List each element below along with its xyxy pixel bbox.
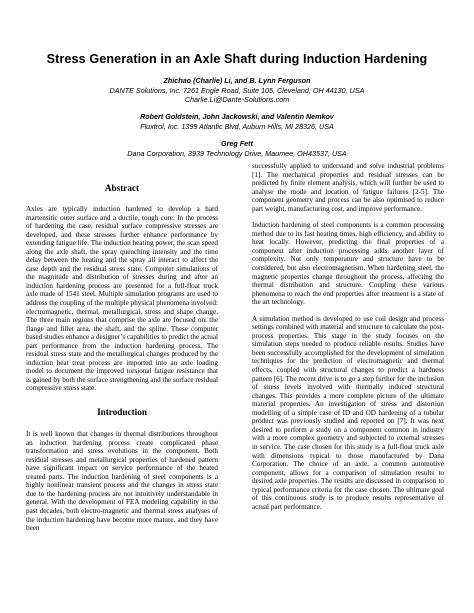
paragraph: successfully applied to understand and solve industrial problems [1]. The mechanical properties and residual stresses can be predicted by finite element analysis, which will further be used to analyse the mode and location of fatigue failures [2-5]. The component geometry and process can be also optimised to reduce part weight, manufacturing cost, and improve performance. bbox=[252, 162, 444, 213]
abstract-heading: Abstract bbox=[104, 183, 140, 193]
abstract-text: Axles are typically induction hardened to develop a hard martensitic outer surface and a ductile, tough core. In the process of hardening the case, residual surface compressive stresses are developed, and these stresses further enhance performance by extending fatigue life. The induction heating power, the scan speed along the axle shaft, the spray quenching intensity and the time delay between the heating and the spray all interact to affect the case depth and the residual stress state. Computer simulations of the magnitude and distribution of stresses during and after an induction hardening process are presented for a full-float truck axle made of 1541 steel. Multiple simulation programs are used to address the coupling of the multiple physical phenomena involved: electromagnetic, thermal, metallurgical, stress and shape change. The three main regions that comprise the axle are focused on: the flange and fillet area, the shaft, and the spline. These computer based studies enhance a designer’s capabilities to predict the actual part performance from the induction hardening process. The residual stress state and the metallurgical changes produced by the induction heat treat process are imported into an axle loading model to document the improved torsional fatigue resistance that is gained by both the surface strengthening and the surface residual compressive stress state. bbox=[26, 205, 218, 393]
introduction-heading: Introduction bbox=[97, 407, 147, 418]
author-names: Zhichao (Charlie) Li, and B. Lynn Ferguson bbox=[163, 76, 311, 85]
paragraph: Induction hardening of steel components is a common processing method due to its fast heating times, high efficiency, and ability to heat locally. However, predicting the final properties of a component after induction processing adds another layer of complexity. Not only temperature and structure have to be considered, but also electromagnetism. When hardening steel, the magnetic properties change throughout the process, affecting the thermal distribution and structure. Coupling these various phenomena to reach the end properties after treatment is a state of the art technology. bbox=[252, 221, 444, 307]
affiliation-line: Dana Corporation, 3939 Technology Drive, Maumee, OH43537, USA bbox=[127, 148, 347, 158]
left-column bbox=[26, 183, 218, 533]
author-block-fluxtrol bbox=[0, 112, 474, 131]
right-column bbox=[252, 162, 444, 511]
author-names: Robert Goldstein, John Jackowski, and Valentin Nemkov bbox=[140, 112, 334, 121]
paragraph: A simulation method is developed to use coil design and process settings combined with material and structure to calculate the post-process properties. This stage in the study focuses on the simulation steps needed to produce reliable results. Studies have been successfully accomplished for the development of simulation techniques for the prediction of electromagnetic and thermal effects, coupled with structural changes to predict a hardness pattern [6]. The recent drive is to go a step further for the inclusion of stress levels involved with thermally induced structural changes. This provides a more complete picture of the ultimate material properties. An investigation of stress and distortion modelling of a simple case of ID and OD hardening of a tubular product was previously studied and reported on [7]. It was next desired to perform a study on a component common in industry with a more complex geometry and subjected to external stresses in service. The case chosen for this study is a full-float truck axle with dimensions typical to those manufactured by Dana Corporation. The choice of an axle, a common automotive component, allows for a comparison of simulation results to desired axle properties. The results are discussed in comparison to typical performance criteria for the case chosen. The ultimate goal of this continuous study is to produce results representative of actual part performance. bbox=[252, 314, 444, 511]
paper-title: Stress Generation in an Axle Shaft during Induction Hardening bbox=[46, 52, 428, 66]
author-block-dana bbox=[0, 139, 474, 158]
introduction-text: It is well known that changes in thermal distributions throughout an induction hardening process create complicated phase transformation and stress evolutions in the component. Both residual stresses and metallurgical properties of hardened pattern have significant impact on service performance of the heated treated parts. The induction hardening of steel components is a highly nonlinear transient process and the changes in stress state due to the hardening process are not intuitively understandable in general. With the development of FEA modeling capability in the past decades, both electro-magnetic and thermal stress analyses of the induction hardening have become more mature, and they have been bbox=[26, 430, 218, 533]
author-block-dante bbox=[0, 76, 474, 105]
author-names: Greg Fett bbox=[221, 139, 253, 148]
affiliation-line: DANTE Solutions, Inc. 7261 Engle Road, Suite 105, Cleveland, OH 44130, USA bbox=[109, 85, 365, 95]
affiliation-line: Fluxtrol, Inc. 1399 Atlantic Blvd, Auburn Hills, MI 28326, USA bbox=[140, 121, 334, 131]
email-line: Charlie.Li@Dante-Solutions.com bbox=[184, 95, 290, 105]
